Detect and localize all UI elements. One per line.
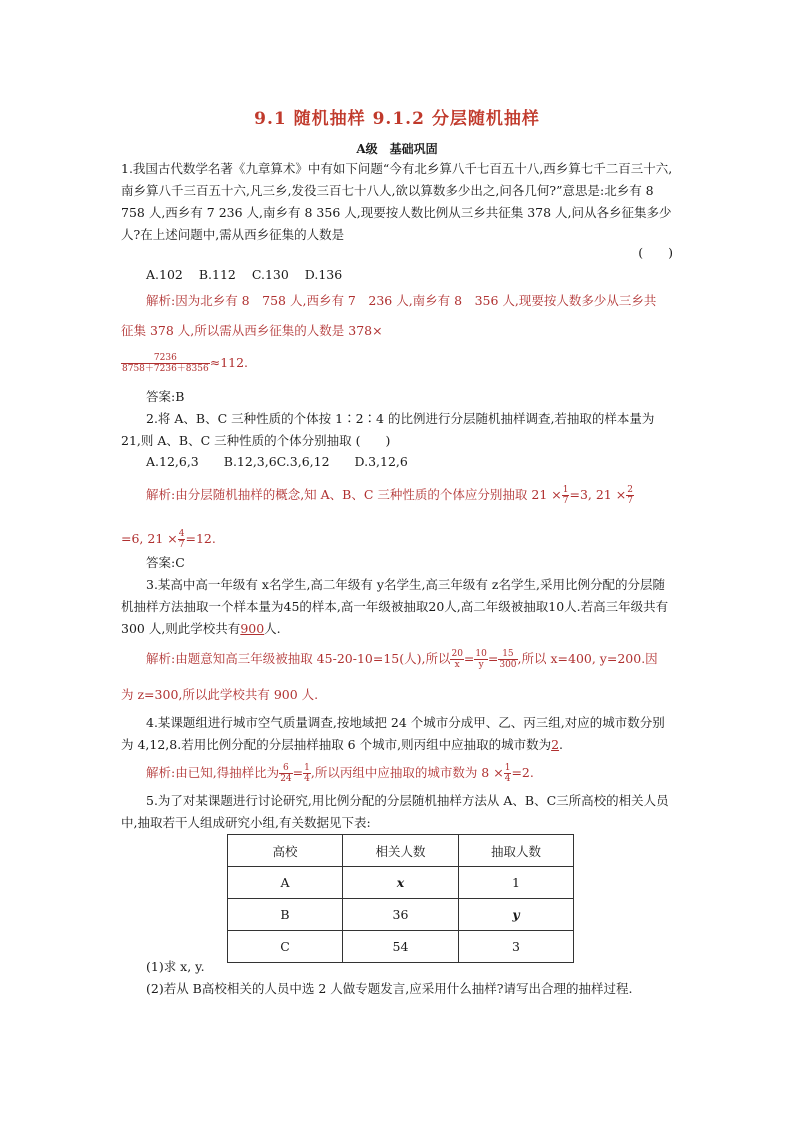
fraction: $\frac{7236}{8758+7236+8356}$ [122, 353, 209, 374]
answer-blank: 900 [240, 621, 265, 636]
question-2-analysis-line2: =6, 21 × $\frac{4}{7}$ =12. [121, 529, 216, 550]
fraction: $\frac{2}{7}$ [627, 485, 633, 506]
page-title: 9.1 随机抽样 9.1.2 分层随机抽样 [254, 109, 540, 129]
question-1-analysis-line1: 解析:因为北乡有 8 758 人,西乡有 7 236 人,南乡有 8 356 人,现要按人数多少从三乡共 [146, 293, 657, 308]
table-cell: 3 [459, 931, 574, 963]
question-1-analysis-line2: 征集 378 人,所以需从西乡征集的人数是 378× [121, 323, 383, 338]
table-cell: C [228, 931, 343, 963]
table-header-cell: 高校 [228, 835, 343, 867]
table-header-cell: 相关人数 [343, 835, 459, 867]
fraction: $\frac{4}{7}$ [178, 529, 185, 550]
table-cell: 54 [343, 931, 459, 963]
fraction: $\frac{1}{7}$ [562, 485, 569, 506]
question-1-text: 1.我国古代数学名著《九章算术》中有如下问题“今有北乡算八千七百五十八,西乡算七千二百三十六,南乡算八千三百五十六,凡三乡,发役三百七十八人,欲以算数多少出之,问各几何?”意思是:北乡有 8 758 人,西乡有 7 236 人,南乡有 8 356 人,现要按人数比例从三乡共征集 378 人,问从各乡征集多少人?在上述问题中,需从西乡征集的人数是 [121, 161, 673, 242]
option-b: B.112 [198, 267, 236, 282]
option-d: D.136 [304, 267, 343, 282]
question-4-text: 4.某课题组进行城市空气质量调查,按地域把 24 个城市分成甲、乙、丙三组,对应的城市数分别为 4,12,8.若用比例分配的分层抽样抽取 6 个城市,则丙组中应抽取的城市数为2. [121, 715, 665, 752]
fraction: $\frac{6}{24}$ [280, 763, 292, 784]
table-header-row [228, 835, 574, 867]
question-2-text: 2.将 A、B、C 三种性质的个体按 1∶2∶4 的比例进行分层随机抽样调查,若抽取的样本量为 21,则 A、B、C 三种性质的个体分别抽取 ( ) [121, 411, 655, 448]
question-1-options [146, 264, 698, 286]
option-a: A.102 [146, 267, 183, 282]
option-c: C.130 [251, 267, 289, 282]
fraction: $\frac{10}{y}$ [475, 649, 487, 670]
table-row [228, 899, 574, 931]
question-1-paren: ( ) [638, 245, 673, 260]
table-cell: x [343, 867, 459, 899]
table-header-cell: 抽取人数 [459, 835, 574, 867]
question-3-text: 3.某高中高一年级有 x名学生,高二年级有 y名学生,高三年级有 z名学生,采用比例分配的分层随机抽样方法抽取一个样本量为45的样本,高一年级被抽取20人,高二年级被抽取10人.若高三年级共有 300 人,则此学校共有900人. [121, 577, 669, 636]
table-cell: y [459, 899, 574, 931]
question-3-analysis-line2: 为 z=300,所以此学校共有 900 人. [121, 687, 319, 702]
question-2-options: A.12,6,3 B.12,3,6C.3,6,12 D.3,12,6 [146, 454, 408, 469]
fraction: $\frac{20}{x}$ [451, 649, 463, 670]
question-5-sub1: (1)求 x, y. [146, 959, 205, 974]
fraction: $\frac{1}{4}$ [504, 763, 511, 784]
question-2-analysis-line1: 解析:由分层随机抽样的概念,知 A、B、C 三种性质的个体应分别抽取 21 × $\frac{1}{7}$ =3, 21 × $\frac{2}{7}$ [146, 485, 633, 506]
section-level: A级 基础巩固 [356, 142, 438, 156]
table-cell: 1 [459, 867, 574, 899]
table-cell: 36 [343, 899, 459, 931]
data-table [227, 834, 574, 963]
question-5-text: 5.为了对某课题进行讨论研究,用比例分配的分层随机抽样方法从 A、B、C三所高校的相关人员中,抽取若干人组成研究小组,有关数据见下表: [121, 793, 669, 830]
answer-blank: 2 [551, 737, 560, 752]
table-cell: A [228, 867, 343, 899]
question-1-answer: 答案:B [146, 389, 185, 404]
table-row [228, 867, 574, 899]
question-3-analysis-line1: 解析:由题意知高三年级被抽取 45-20-10=15(人),所以 $\frac{20}{x}$ = $\frac{10}{y}$ = $\frac{15}{300}$ ,所以 x=400, y=200.因 [146, 649, 658, 670]
table-cell: B [228, 899, 343, 931]
question-1-fraction-line: $\frac{7236}{8758+7236+8356}$ ≈112. [122, 353, 249, 374]
question-2-answer: 答案:C [146, 555, 185, 570]
question-4-analysis: 解析:由已知,得抽样比为 $\frac{6}{24}$ = $\frac{1}{4}$ ,所以丙组中应抽取的城市数为 8 × $\frac{1}{4}$ =2. [146, 763, 534, 784]
fraction: $\frac{15}{300}$ [499, 649, 517, 670]
question-5-sub2: (2)若从 B高校相关的人员中选 2 人做专题发言,应采用什么抽样?请写出合理的抽样过程. [146, 981, 633, 996]
fraction: $\frac{1}{4}$ [304, 763, 310, 784]
